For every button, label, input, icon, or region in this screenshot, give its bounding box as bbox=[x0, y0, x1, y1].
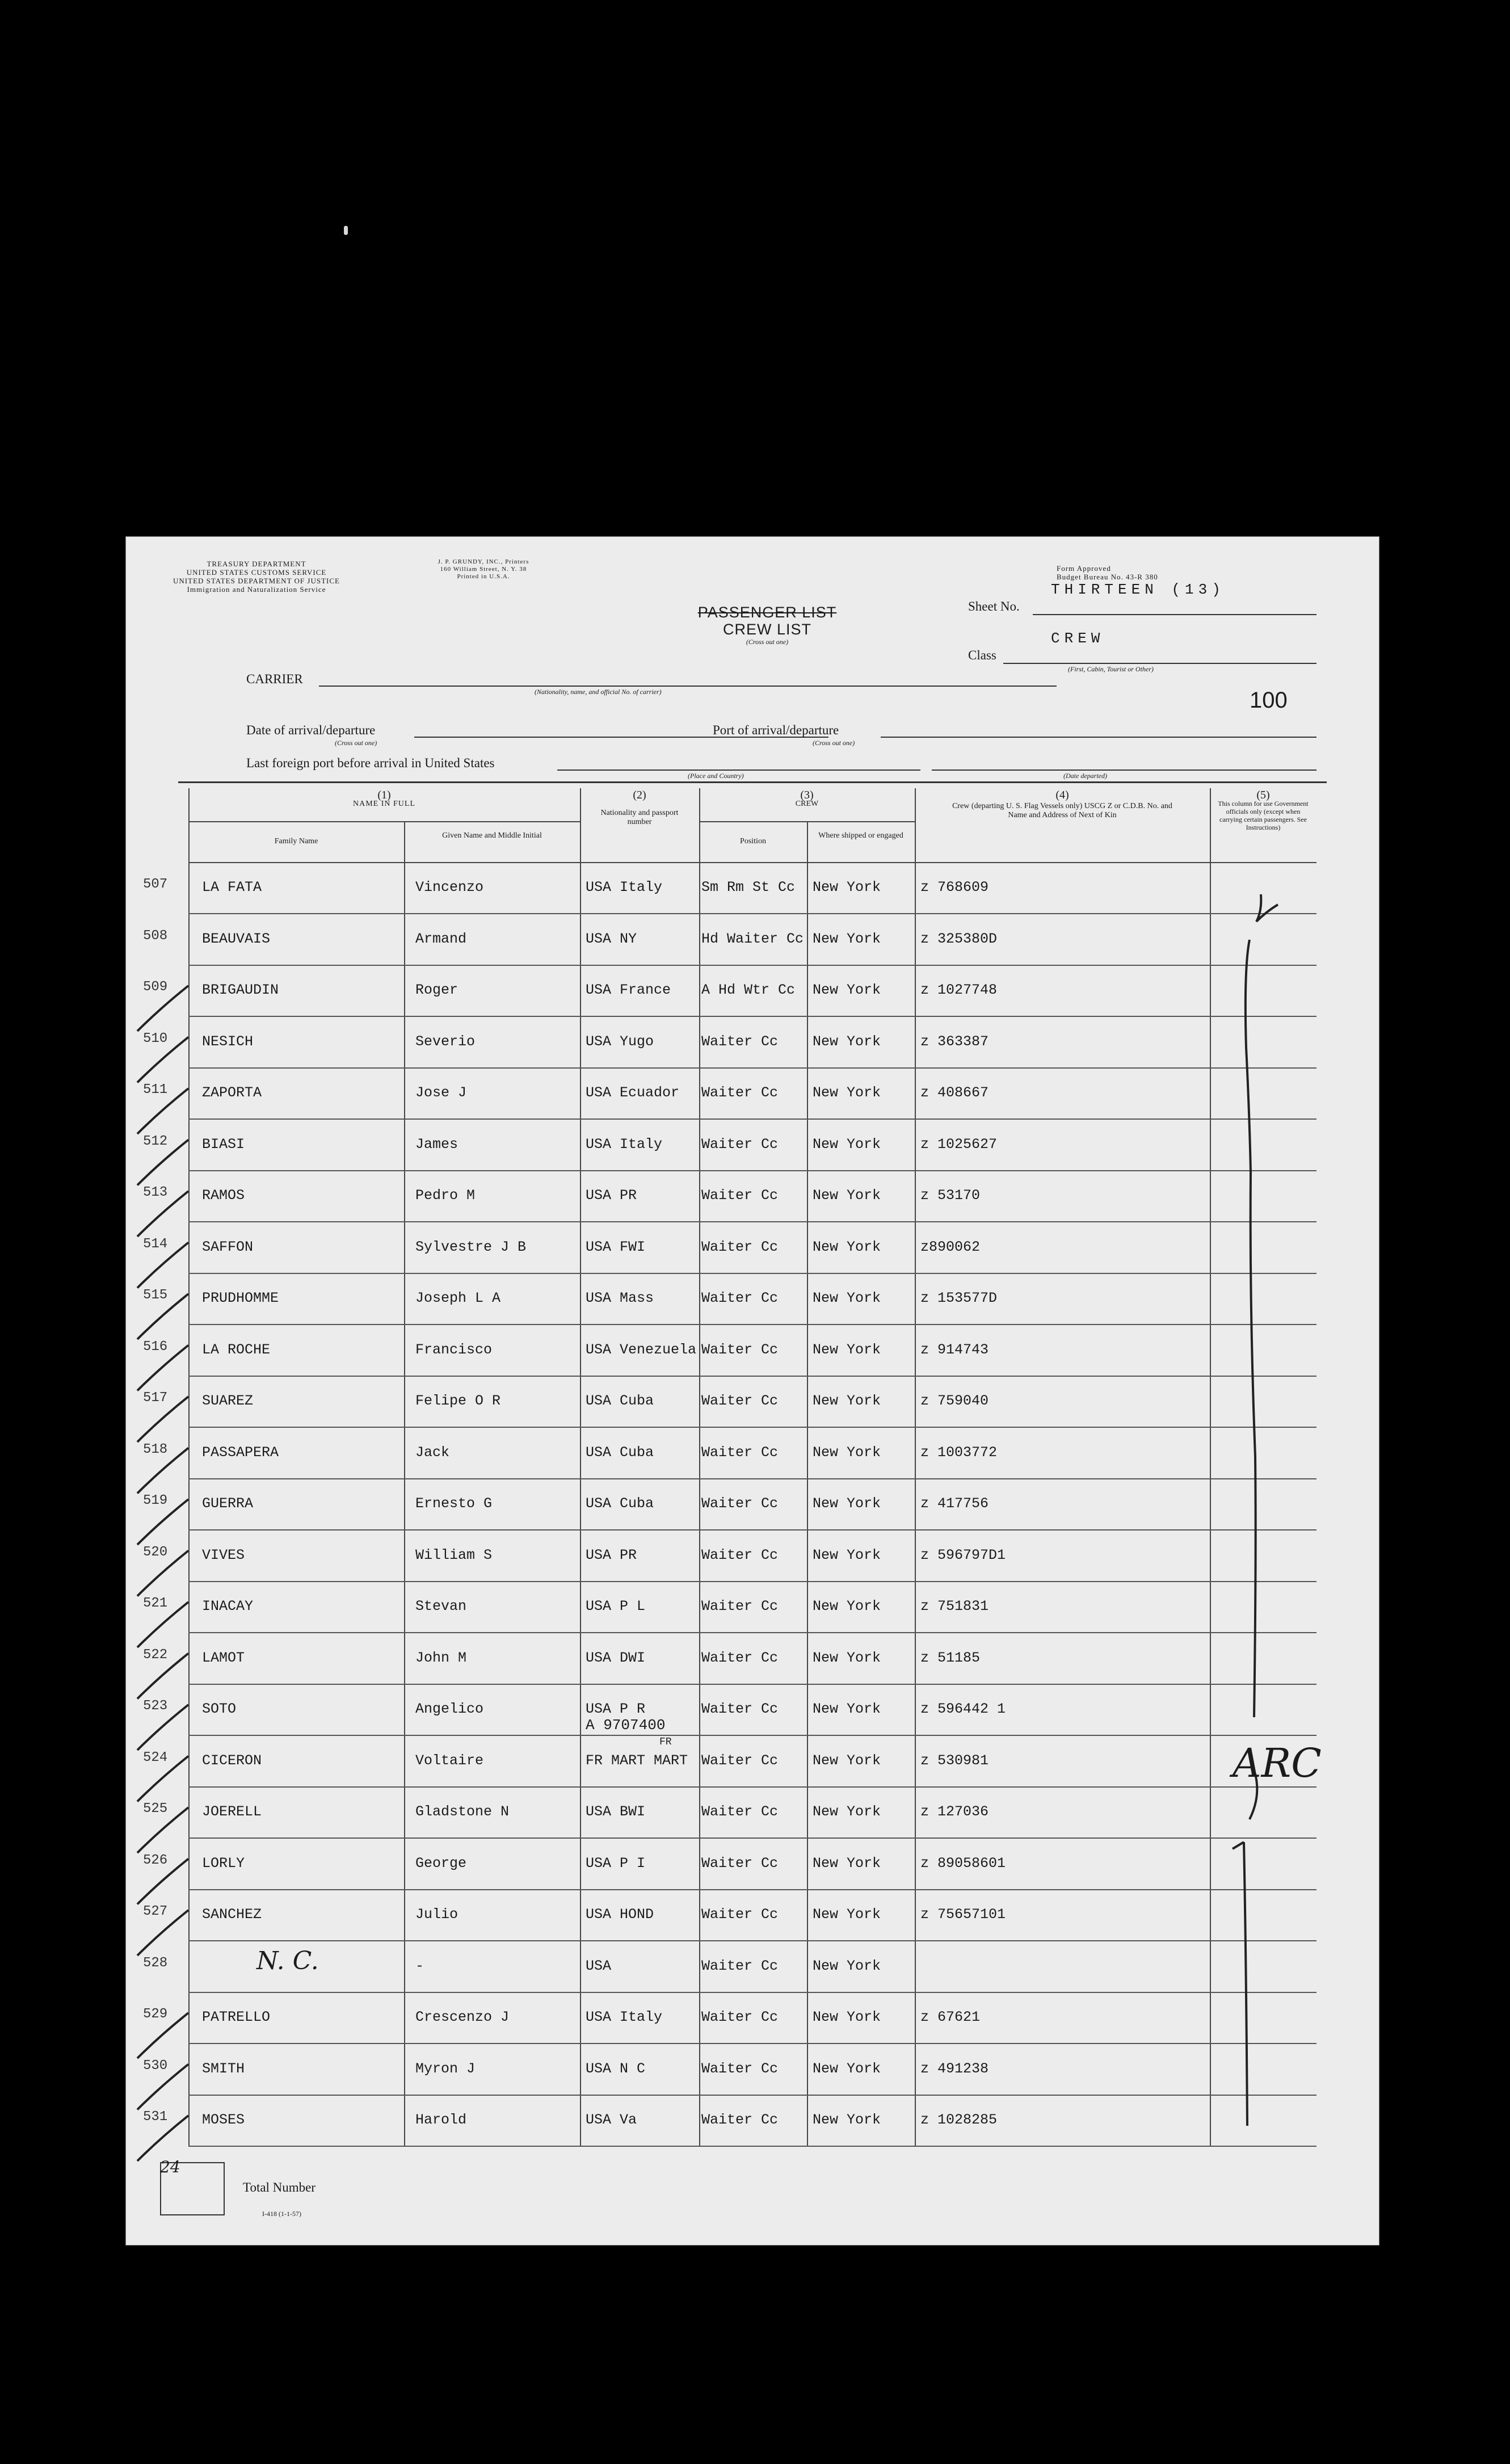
passport-number: A 9707400 bbox=[586, 1717, 666, 1734]
check-mark bbox=[137, 1345, 188, 1391]
crew-number: z 768609 bbox=[920, 879, 989, 895]
check-mark bbox=[137, 1294, 188, 1339]
position: Waiter Cc bbox=[701, 2060, 779, 2077]
sheet-value: THIRTEEN (13) bbox=[1051, 581, 1225, 598]
family-name: LA FATA bbox=[202, 879, 262, 895]
row-number: 524 bbox=[143, 1750, 168, 1765]
check-mark bbox=[137, 2064, 188, 2110]
table-row bbox=[143, 1427, 1316, 1479]
where-shipped: New York bbox=[813, 1701, 881, 1717]
position: Waiter Cc bbox=[701, 1187, 779, 1204]
position: Waiter Cc bbox=[701, 1649, 779, 1666]
given-name: Ernesto G bbox=[415, 1495, 493, 1512]
where-shipped: New York bbox=[813, 2112, 881, 2128]
crew-number: z 759040 bbox=[920, 1393, 989, 1409]
nationality: USA BWI bbox=[586, 1803, 646, 1820]
crew-list-form bbox=[126, 537, 1379, 2245]
agency-block bbox=[160, 560, 353, 594]
where-shipped: New York bbox=[813, 1136, 881, 1153]
table-row bbox=[143, 914, 1316, 966]
nationality: USA Cuba bbox=[586, 1495, 654, 1512]
col5-number: (5) bbox=[1256, 789, 1270, 801]
col4-number: (4) bbox=[1055, 789, 1069, 801]
table-row bbox=[143, 1581, 1316, 1633]
check-mark bbox=[137, 1705, 188, 1750]
cross-out-hint: (Cross out one) bbox=[746, 638, 789, 646]
position: Waiter Cc bbox=[701, 2009, 779, 2025]
printer-line: 160 William Street, N. Y. 38 bbox=[440, 566, 527, 573]
where-shipped: New York bbox=[813, 1855, 881, 1872]
table-row bbox=[143, 1067, 1316, 1120]
given-name: Francisco bbox=[415, 1341, 493, 1358]
row-number: 515 bbox=[143, 1288, 168, 1303]
family-name: BRIGAUDIN bbox=[202, 982, 279, 998]
crew-number: z 417756 bbox=[920, 1495, 989, 1512]
crew-number: z 530981 bbox=[920, 1752, 989, 1769]
position: Waiter Cc bbox=[701, 1084, 779, 1101]
table-row bbox=[143, 1119, 1316, 1171]
family-name-head: Family Name bbox=[274, 837, 318, 846]
carrier-hint: (Nationality, name, and official No. of carrier) bbox=[535, 688, 662, 696]
position: Waiter Cc bbox=[701, 1341, 779, 1358]
nationality: USA DWI bbox=[586, 1649, 646, 1666]
row-number: 530 bbox=[143, 2058, 168, 2074]
nationality: USA FWI bbox=[586, 1238, 646, 1255]
given-name: Severio bbox=[415, 1033, 476, 1050]
table-row bbox=[143, 1222, 1316, 1274]
position: Waiter Cc bbox=[701, 1444, 779, 1461]
table-row bbox=[143, 965, 1316, 1017]
col1-head bbox=[188, 788, 580, 862]
nationality: USA PR bbox=[586, 1546, 637, 1563]
row-number: 518 bbox=[143, 1441, 168, 1457]
where-shipped: New York bbox=[813, 1906, 881, 1923]
check-mark bbox=[137, 1243, 188, 1288]
position: Waiter Cc bbox=[701, 1033, 779, 1050]
check-mark bbox=[137, 1397, 188, 1442]
given-name: Myron J bbox=[415, 2060, 476, 2077]
agency-line: UNITED STATES CUSTOMS SERVICE bbox=[186, 568, 327, 577]
position: Waiter Cc bbox=[701, 1546, 779, 1563]
margin-check-marks bbox=[126, 968, 217, 2217]
class-value: CREW bbox=[1051, 630, 1105, 647]
table-row bbox=[143, 1684, 1316, 1736]
family-name: LA ROCHE bbox=[202, 1341, 271, 1358]
position: Waiter Cc bbox=[701, 1290, 779, 1306]
row-number: 520 bbox=[143, 1544, 168, 1560]
row-number: 511 bbox=[143, 1082, 168, 1098]
family-name: SANCHEZ bbox=[202, 1906, 262, 1923]
col2-number: (2) bbox=[633, 789, 646, 801]
row-number: 527 bbox=[143, 1904, 168, 1919]
family-name: LAMOT bbox=[202, 1649, 245, 1666]
check-mark bbox=[137, 2116, 188, 2161]
table-row bbox=[143, 1633, 1316, 1685]
crew-number: z 75657101 bbox=[920, 1906, 1006, 1923]
list-title bbox=[671, 604, 864, 646]
where-shipped: New York bbox=[813, 1084, 881, 1101]
given-name: Armand bbox=[415, 930, 467, 947]
table-row bbox=[143, 1786, 1316, 1839]
given-name: Angelico bbox=[415, 1701, 484, 1717]
where-shipped: New York bbox=[813, 1495, 881, 1512]
given-name: Crescenzo J bbox=[415, 2009, 510, 2025]
where-shipped: New York bbox=[813, 1444, 881, 1461]
given-name: Voltaire bbox=[415, 1752, 484, 1769]
check-mark bbox=[137, 1602, 188, 1647]
check-mark bbox=[137, 1756, 188, 1802]
given-name: Felipe O R bbox=[415, 1393, 501, 1409]
family-name: INACAY bbox=[202, 1598, 254, 1614]
nationality: USA Italy bbox=[586, 879, 663, 895]
given-name: George bbox=[415, 1855, 467, 1872]
given-name: Joseph L A bbox=[415, 1290, 501, 1306]
check-mark bbox=[137, 1910, 188, 1956]
agency-line: Immigration and Naturalization Service bbox=[187, 585, 326, 594]
crew-number: z 596797D1 bbox=[920, 1546, 1006, 1563]
class-hint: (First, Cabin, Tourist or Other) bbox=[1068, 665, 1154, 673]
where-shipped: New York bbox=[813, 1033, 881, 1050]
crew-number: z 53170 bbox=[920, 1187, 981, 1204]
family-name: VIVES bbox=[202, 1546, 245, 1563]
crew-number: z 1003772 bbox=[920, 1444, 998, 1461]
sheet-label: Sheet No. bbox=[968, 599, 1020, 613]
check-mark bbox=[137, 1807, 188, 1853]
nationality: USA PR bbox=[586, 1187, 637, 1204]
family-name: SOTO bbox=[202, 1701, 237, 1717]
given-name: Roger bbox=[415, 982, 459, 998]
position: Waiter Cc bbox=[701, 1752, 779, 1769]
col5-title: This column for use Government officials only (except when carrying certain passengers. See Instructions) bbox=[1218, 800, 1309, 831]
given-name: James bbox=[415, 1136, 459, 1153]
family-name: JOERELL bbox=[202, 1803, 262, 1820]
where-shipped: New York bbox=[813, 1957, 881, 1974]
given-name: Jack bbox=[415, 1444, 450, 1461]
port-hint: (Cross out one) bbox=[813, 739, 855, 747]
col1-title: NAME IN FULL bbox=[353, 800, 415, 808]
form-code: I-418 (1-1-57) bbox=[262, 2210, 301, 2218]
class-label: Class bbox=[968, 648, 996, 662]
crew-table bbox=[143, 788, 1316, 2150]
nationality-note: FR bbox=[659, 1736, 672, 1748]
nationality: USA Venezuela bbox=[586, 1341, 697, 1358]
given-name: - bbox=[415, 1957, 424, 1974]
arrival-hint: (Cross out one) bbox=[335, 739, 377, 747]
family-name: GUERRA bbox=[202, 1495, 254, 1512]
where-shipped: New York bbox=[813, 2009, 881, 2025]
position: Waiter Cc bbox=[701, 1701, 779, 1717]
crew-number: z 491238 bbox=[920, 2060, 989, 2077]
col2-head bbox=[580, 788, 699, 862]
nationality: USA HOND bbox=[586, 1906, 654, 1923]
family-name: PRUDHOMME bbox=[202, 1290, 279, 1306]
row-number: 507 bbox=[143, 877, 168, 892]
check-mark bbox=[137, 1551, 188, 1596]
given-name: Julio bbox=[415, 1906, 459, 1923]
nationality: USA Italy bbox=[586, 2009, 663, 2025]
form-line: Budget Bureau No. 43-R 380 bbox=[1057, 573, 1158, 581]
where-shipped: New York bbox=[813, 1649, 881, 1666]
table-row bbox=[143, 1889, 1316, 1941]
col5-head bbox=[1210, 788, 1316, 862]
printer-line: Printed in U.S.A. bbox=[457, 573, 510, 580]
given-name: Stevan bbox=[415, 1598, 467, 1614]
nationality: USA Va bbox=[586, 2112, 637, 2128]
nationality: USA Mass bbox=[586, 1290, 654, 1306]
crew-number: z 325380D bbox=[920, 930, 998, 947]
where-shipped: New York bbox=[813, 1752, 881, 1769]
row-number: 510 bbox=[143, 1031, 168, 1046]
table-row bbox=[143, 1941, 1316, 1993]
printer-block bbox=[410, 558, 557, 581]
row-number: 531 bbox=[143, 2109, 168, 2125]
table-row bbox=[143, 862, 1316, 914]
table-row bbox=[143, 2095, 1316, 2147]
nationality: USA NY bbox=[586, 930, 637, 947]
table-row bbox=[143, 2043, 1316, 2096]
family-name: ZAPORTA bbox=[202, 1084, 262, 1101]
given-name: Sylvestre J B bbox=[415, 1238, 527, 1255]
table-row bbox=[143, 1376, 1316, 1428]
row-number: 514 bbox=[143, 1236, 168, 1252]
nationality: USA P R bbox=[586, 1701, 646, 1717]
nationality: USA Yugo bbox=[586, 1033, 654, 1050]
agency-line: TREASURY DEPARTMENT bbox=[207, 560, 306, 568]
given-name: Harold bbox=[415, 2112, 467, 2128]
where-shipped: New York bbox=[813, 2060, 881, 2077]
table-row bbox=[143, 1530, 1316, 1582]
given-name: Vincenzo bbox=[415, 879, 484, 895]
shipped-head: Where shipped or engaged bbox=[818, 831, 903, 840]
row-number: 512 bbox=[143, 1133, 168, 1149]
form-approval bbox=[1057, 564, 1227, 581]
family-name: BIASI bbox=[202, 1136, 245, 1153]
table-row bbox=[143, 1478, 1316, 1530]
crew-number: z 67621 bbox=[920, 2009, 981, 2025]
row-number: 523 bbox=[143, 1698, 168, 1714]
check-mark bbox=[137, 1859, 188, 1904]
crew-number: z 127036 bbox=[920, 1803, 989, 1820]
crew-number: z 596442 1 bbox=[920, 1701, 1006, 1717]
table-row bbox=[143, 1170, 1316, 1222]
row-number: 528 bbox=[143, 1955, 168, 1971]
form-line: Form Approved bbox=[1057, 564, 1111, 573]
row-number: 525 bbox=[143, 1801, 168, 1817]
family-name: SMITH bbox=[202, 2060, 245, 2077]
crew-number: z 1025627 bbox=[920, 1136, 998, 1153]
family-name: N. C. bbox=[256, 1946, 319, 1975]
port-label: Port of arrival/departure bbox=[713, 723, 839, 737]
where-shipped: New York bbox=[813, 1546, 881, 1563]
row-number: 519 bbox=[143, 1493, 168, 1508]
crew-number: z 914743 bbox=[920, 1341, 989, 1358]
given-name: John M bbox=[415, 1649, 467, 1666]
row-number: 509 bbox=[143, 979, 168, 995]
position: Waiter Cc bbox=[701, 2112, 779, 2128]
family-name: BEAUVAIS bbox=[202, 930, 271, 947]
check-mark bbox=[137, 1499, 188, 1545]
row-number: 508 bbox=[143, 928, 168, 944]
col3-number: (3) bbox=[800, 789, 814, 801]
check-mark bbox=[137, 1191, 188, 1237]
printer-line: J. P. GRUNDY, INC., Printers bbox=[438, 558, 529, 565]
where-shipped: New York bbox=[813, 1341, 881, 1358]
position: Waiter Cc bbox=[701, 1598, 779, 1614]
position: A Hd Wtr Cc bbox=[701, 982, 796, 998]
position: Waiter Cc bbox=[701, 1238, 779, 1255]
table-row bbox=[143, 1992, 1316, 2044]
arrival-label: Date of arrival/departure bbox=[246, 723, 376, 737]
table-row bbox=[143, 1324, 1316, 1377]
crew-number: z 1028285 bbox=[920, 2112, 998, 2128]
crew-number: z 408667 bbox=[920, 1084, 989, 1101]
crew-number: z 153577D bbox=[920, 1290, 998, 1306]
col3-title: CREW bbox=[795, 800, 819, 808]
stamp-number: 100 bbox=[1250, 688, 1288, 713]
check-mark bbox=[137, 1140, 188, 1185]
family-name: LORLY bbox=[202, 1855, 245, 1872]
crew-number: z 89058601 bbox=[920, 1855, 1006, 1872]
total-label: Total Number bbox=[243, 2180, 316, 2194]
where-shipped: New York bbox=[813, 1803, 881, 1820]
film-speck bbox=[344, 226, 348, 235]
row-number: 521 bbox=[143, 1596, 168, 1611]
family-name: PATRELLO bbox=[202, 2009, 271, 2025]
agency-line: UNITED STATES DEPARTMENT OF JUSTICE bbox=[173, 577, 340, 585]
place-hint: (Place and Country) bbox=[688, 772, 744, 780]
nationality: USA Ecuador bbox=[586, 1084, 680, 1101]
row-number: 522 bbox=[143, 1647, 168, 1663]
col4-title: Crew (departing U. S. Flag Vessels only) USCG Z or C.D.B. No. and Name and Address of Next of Kin bbox=[952, 802, 1172, 819]
position: Hd Waiter Cc bbox=[701, 930, 804, 947]
crew-number: z 363387 bbox=[920, 1033, 989, 1050]
family-name: CICERON bbox=[202, 1752, 262, 1769]
family-name: SUAREZ bbox=[202, 1393, 254, 1409]
where-shipped: New York bbox=[813, 982, 881, 998]
where-shipped: New York bbox=[813, 1598, 881, 1614]
nationality: USA P L bbox=[586, 1598, 646, 1614]
row-number: 513 bbox=[143, 1185, 168, 1200]
given-name: Pedro M bbox=[415, 1187, 476, 1204]
nationality: USA Cuba bbox=[586, 1444, 654, 1461]
check-mark bbox=[137, 1088, 188, 1134]
col2-title: Nationality and passport number bbox=[600, 809, 679, 826]
position-head: Position bbox=[740, 837, 766, 846]
given-name: William S bbox=[415, 1546, 493, 1563]
nationality: USA N C bbox=[586, 2060, 646, 2077]
family-name: PASSAPERA bbox=[202, 1444, 279, 1461]
given-name: Gladstone N bbox=[415, 1803, 510, 1820]
where-shipped: New York bbox=[813, 1187, 881, 1204]
crew-number: z 51185 bbox=[920, 1649, 981, 1666]
where-shipped: New York bbox=[813, 1238, 881, 1255]
col4-head bbox=[915, 788, 1210, 862]
given-name: Jose J bbox=[415, 1084, 467, 1101]
check-mark bbox=[137, 2013, 188, 2058]
carrier-label: CARRIER bbox=[246, 672, 303, 686]
row-number: 526 bbox=[143, 1852, 168, 1868]
position: Waiter Cc bbox=[701, 1906, 779, 1923]
position: Sm Rm St Cc bbox=[701, 879, 796, 895]
total-written: 24 bbox=[160, 2158, 180, 2176]
crew-list-title: CREW LIST bbox=[722, 621, 811, 638]
crew-number: z 751831 bbox=[920, 1598, 989, 1614]
check-mark bbox=[137, 1448, 188, 1494]
crew-number: z890062 bbox=[920, 1238, 981, 1255]
date-hint: (Date departed) bbox=[1063, 772, 1107, 780]
family-name: NESICH bbox=[202, 1033, 254, 1050]
table-row bbox=[143, 1735, 1316, 1788]
check-mark bbox=[137, 1654, 188, 1699]
nationality: USA France bbox=[586, 982, 671, 998]
official-marks bbox=[1227, 877, 1374, 2183]
row-number: 517 bbox=[143, 1390, 168, 1406]
last-port-label: Last foreign port before arrival in United States bbox=[246, 756, 495, 770]
row-number: 529 bbox=[143, 2007, 168, 2022]
check-mark bbox=[137, 1037, 188, 1083]
where-shipped: New York bbox=[813, 879, 881, 895]
table-row bbox=[143, 1273, 1316, 1325]
table-row bbox=[143, 1838, 1316, 1890]
position: Waiter Cc bbox=[701, 1957, 779, 1974]
where-shipped: New York bbox=[813, 1290, 881, 1306]
crew-number: z 1027748 bbox=[920, 982, 998, 998]
family-name: RAMOS bbox=[202, 1187, 245, 1204]
check-mark bbox=[137, 986, 188, 1031]
nationality: USA Cuba bbox=[586, 1393, 654, 1409]
col1-number: (1) bbox=[377, 789, 391, 801]
family-name: MOSES bbox=[202, 2112, 245, 2128]
passenger-list-title: PASSENGER LIST bbox=[697, 604, 837, 621]
position: Waiter Cc bbox=[701, 1855, 779, 1872]
row-number: 516 bbox=[143, 1339, 168, 1355]
official-initials: ARC bbox=[1233, 1740, 1322, 1786]
given-name-head: Given Name and Middle Initial bbox=[442, 831, 542, 840]
nationality: USA bbox=[586, 1957, 612, 1974]
table-row bbox=[143, 1016, 1316, 1069]
where-shipped: New York bbox=[813, 1393, 881, 1409]
position: Waiter Cc bbox=[701, 1393, 779, 1409]
nationality: USA Italy bbox=[586, 1136, 663, 1153]
family-name: SAFFON bbox=[202, 1238, 254, 1255]
nationality: FR MART MART bbox=[586, 1752, 688, 1769]
position: Waiter Cc bbox=[701, 1803, 779, 1820]
nationality: USA P I bbox=[586, 1855, 646, 1872]
where-shipped: New York bbox=[813, 930, 881, 947]
position: Waiter Cc bbox=[701, 1495, 779, 1512]
position: Waiter Cc bbox=[701, 1136, 779, 1153]
